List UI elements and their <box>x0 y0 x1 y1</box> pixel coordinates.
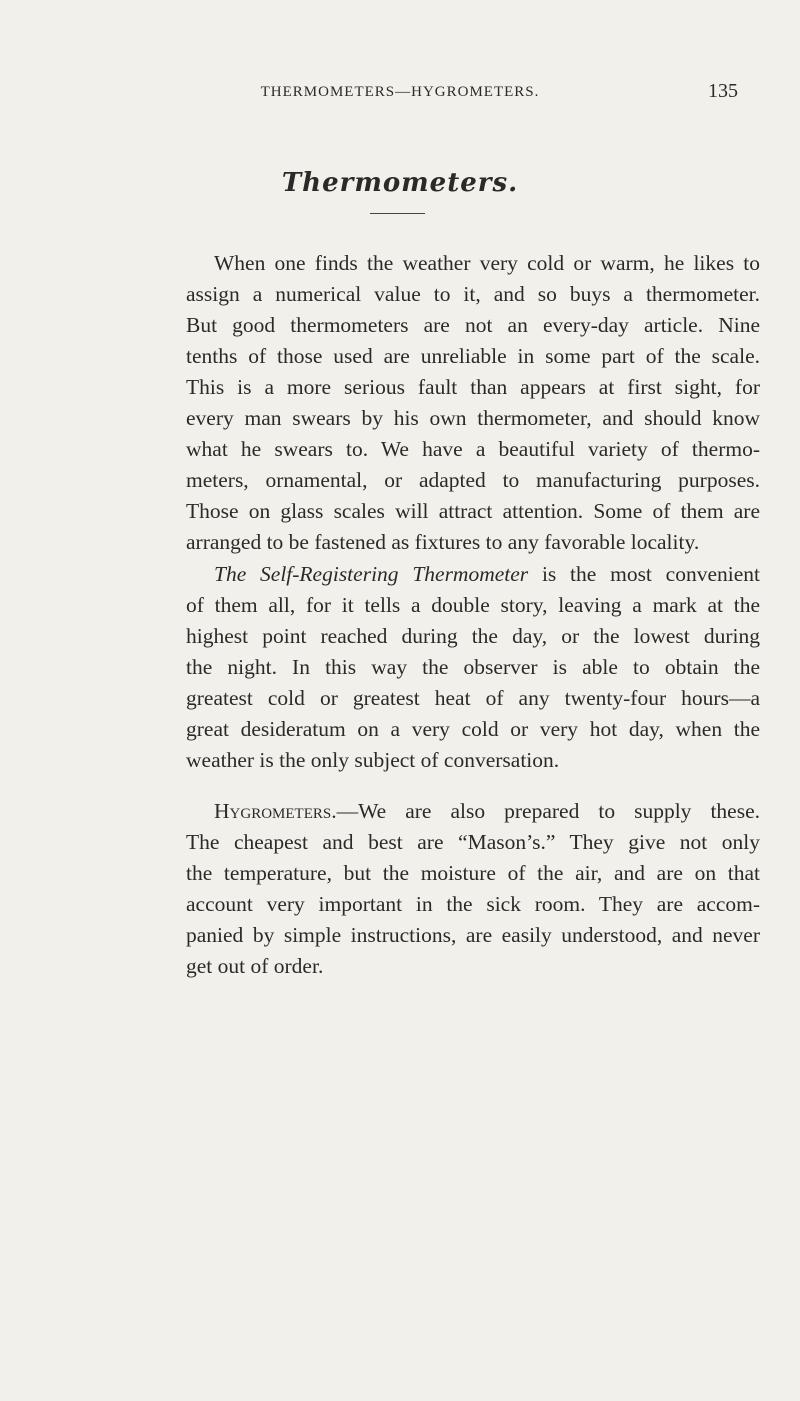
text-line: the temperature, but the moisture of the air, and are on that <box>186 861 760 885</box>
italic-lead: The Self-Registering Thermometer <box>214 562 529 586</box>
text-line: every man swears by his own thermometer, and should know <box>186 406 760 430</box>
section-title: Thermometers. <box>281 168 519 198</box>
title-rule <box>370 213 425 214</box>
running-header: THERMOMETERS—HYGROMETERS. <box>260 84 540 100</box>
text-line: what he swears to. We have a beautiful variety of thermo- <box>186 437 760 461</box>
text-line: of them all, for it tells a double story, leaving a mark at the <box>186 593 760 617</box>
smallcaps-lead: Hygrometers. <box>214 799 337 823</box>
text-line: arranged to be fastened as fixtures to any favorable locality. <box>186 530 700 554</box>
lead-rest: —We are also prepared to supply these. <box>336 799 760 823</box>
text-line: great desideratum on a very cold or very hot day, when the <box>186 717 760 741</box>
text-line: But good thermometers are not an every-day article. Nine <box>186 313 760 337</box>
lead-rest: is the most convenient <box>528 562 761 586</box>
page-number: 135 <box>708 80 738 102</box>
text-line: highest point reached during the day, or the lowest during <box>186 624 760 648</box>
text-line: greatest cold or greatest heat of any twenty-four hours—a <box>186 686 760 710</box>
text-line: This is a more serious fault than appears at first sight, for <box>186 375 760 399</box>
text-line: panied by simple instructions, are easily understood, and never <box>186 923 760 947</box>
text-line <box>214 798 760 824</box>
text-line: assign a numerical value to it, and so buys a thermometer. <box>186 282 760 306</box>
text-line: weather is the only subject of conversation. <box>186 748 560 772</box>
text-line: meters, ornamental, or adapted to manufacturing purposes. <box>186 468 760 492</box>
text-line: the night. In this way the observer is able to obtain the <box>186 655 760 679</box>
text-line: When one finds the weather very cold or warm, he likes to <box>214 251 760 275</box>
text-line: tenths of those used are unreliable in some part of the scale. <box>186 344 760 368</box>
text-line: Those on glass scales will attract attention. Some of them are <box>186 499 760 523</box>
text-line: get out of order. <box>186 954 324 978</box>
text-line: The cheapest and best are “Mason’s.” They give not only <box>186 830 760 854</box>
text-line: account very important in the sick room. They are accom- <box>186 892 760 916</box>
text-line <box>214 561 760 587</box>
